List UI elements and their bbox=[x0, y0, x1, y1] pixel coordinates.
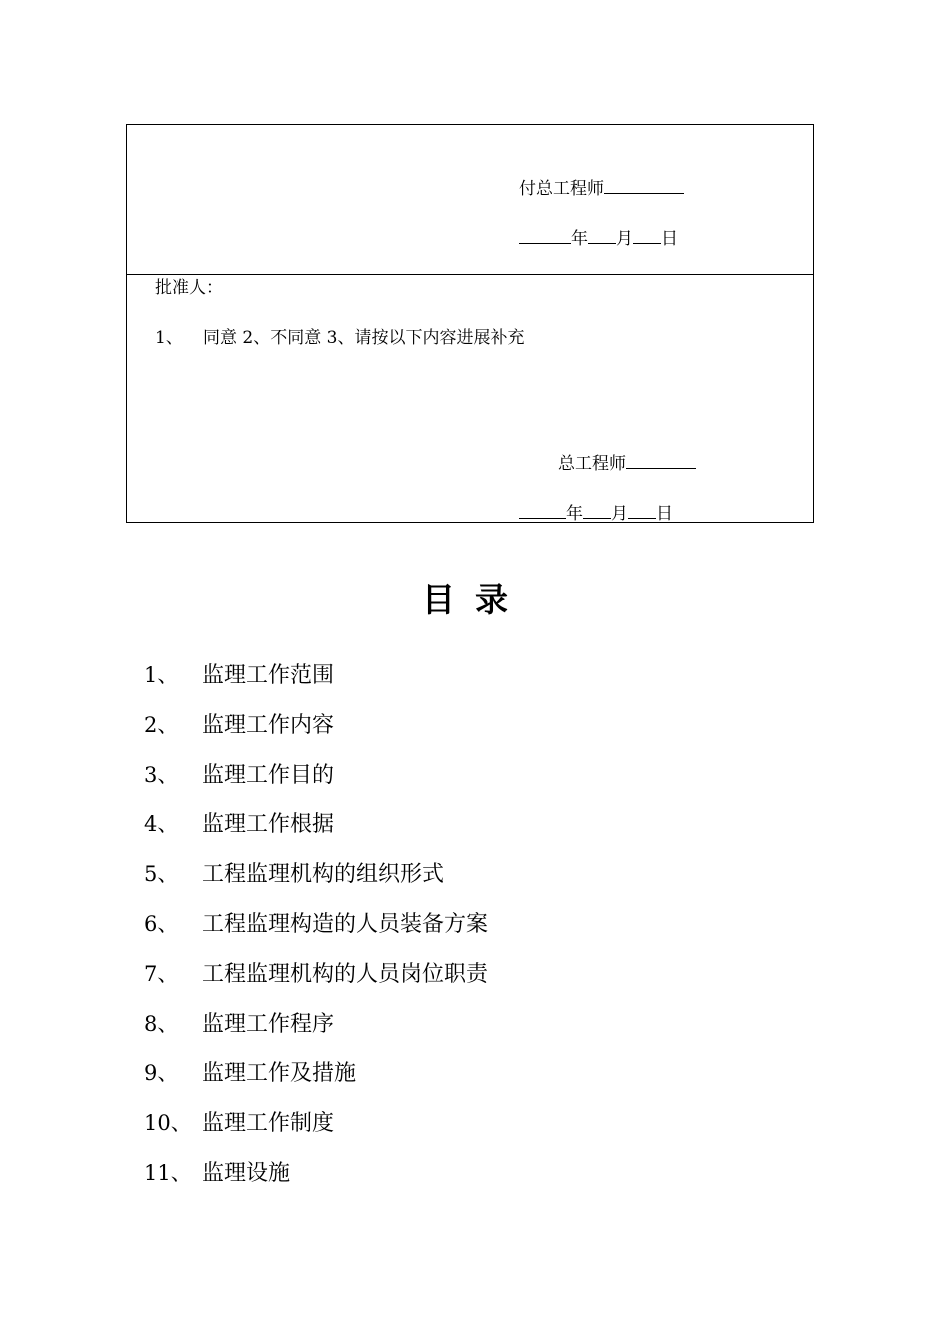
date-year-label: 年 bbox=[566, 504, 583, 524]
toc-item bbox=[144, 1056, 488, 1106]
toc-item-label: 监理工作目的 bbox=[202, 762, 335, 788]
toc-item bbox=[144, 857, 488, 907]
date-day-label: 日 bbox=[656, 504, 673, 524]
signature-blank bbox=[626, 452, 696, 469]
approval-options-text: 同意 2、不同意 3、请按以下内容进展补充 bbox=[203, 328, 525, 348]
toc-list bbox=[144, 658, 488, 1206]
deputy-engineer-signature-line bbox=[519, 177, 684, 199]
date-year-label: 年 bbox=[571, 229, 588, 249]
toc-item-number: 6、 bbox=[144, 911, 179, 936]
toc-item bbox=[144, 658, 488, 708]
month-blank bbox=[588, 227, 616, 244]
toc-item-label: 工程监理构造的人员装备方案 bbox=[202, 911, 489, 937]
toc-item bbox=[144, 807, 488, 857]
toc-item-label: 工程监理机构的组织形式 bbox=[202, 862, 445, 888]
toc-item-label: 监理设施 bbox=[202, 1160, 291, 1186]
toc-item-number: 2、 bbox=[144, 712, 179, 737]
chief-engineer-label: 总工程师 bbox=[558, 454, 626, 474]
toc-item-label: 监理工作程序 bbox=[202, 1011, 335, 1037]
toc-item-number: 8、 bbox=[144, 1011, 179, 1036]
approver-label: 批准人： bbox=[155, 278, 223, 298]
toc-item-number: 9、 bbox=[144, 1061, 179, 1086]
toc-item bbox=[144, 1106, 488, 1156]
toc-item-number: 1、 bbox=[144, 663, 179, 687]
chief-date-line bbox=[519, 502, 673, 524]
date-day-label: 日 bbox=[661, 229, 678, 249]
deputy-engineer-label: 付总工程师 bbox=[519, 179, 604, 199]
approval-options-number: 1、 bbox=[155, 328, 183, 348]
toc-item-label: 监理工作范围 bbox=[202, 663, 335, 688]
chief-engineer-signature-line bbox=[558, 452, 696, 474]
year-blank bbox=[519, 502, 566, 519]
approval-form-table bbox=[126, 124, 814, 523]
deputy-date-line bbox=[519, 227, 678, 249]
toc-title: 目录 bbox=[422, 580, 528, 619]
approval-options bbox=[155, 328, 524, 348]
toc-item-label: 工程监理机构的人员岗位职责 bbox=[202, 961, 489, 987]
toc-item bbox=[144, 758, 488, 808]
year-blank bbox=[519, 227, 571, 244]
toc-item-number: 11、 bbox=[144, 1160, 192, 1185]
toc-item bbox=[144, 708, 488, 758]
toc-item-number: 5、 bbox=[144, 862, 179, 887]
toc-item-label: 监理工作根据 bbox=[202, 812, 335, 838]
toc-item-label: 监理工作制度 bbox=[202, 1111, 335, 1137]
signature-blank bbox=[604, 177, 684, 194]
day-blank bbox=[628, 502, 656, 519]
toc-item-number: 4、 bbox=[144, 812, 179, 837]
toc-item bbox=[144, 1007, 488, 1057]
toc-item-label: 监理工作及措施 bbox=[202, 1061, 357, 1087]
toc-item bbox=[144, 1156, 488, 1206]
date-month-label: 月 bbox=[616, 229, 633, 249]
toc-item-label: 监理工作内容 bbox=[202, 712, 335, 738]
day-blank bbox=[633, 227, 661, 244]
table-row-divider bbox=[127, 274, 813, 275]
month-blank bbox=[583, 502, 611, 519]
date-month-label: 月 bbox=[611, 504, 628, 524]
toc-item-number: 7、 bbox=[144, 961, 179, 986]
toc-item bbox=[144, 957, 488, 1007]
toc-item bbox=[144, 907, 488, 957]
toc-item-number: 3、 bbox=[144, 762, 179, 787]
toc-item-number: 10、 bbox=[144, 1111, 192, 1136]
